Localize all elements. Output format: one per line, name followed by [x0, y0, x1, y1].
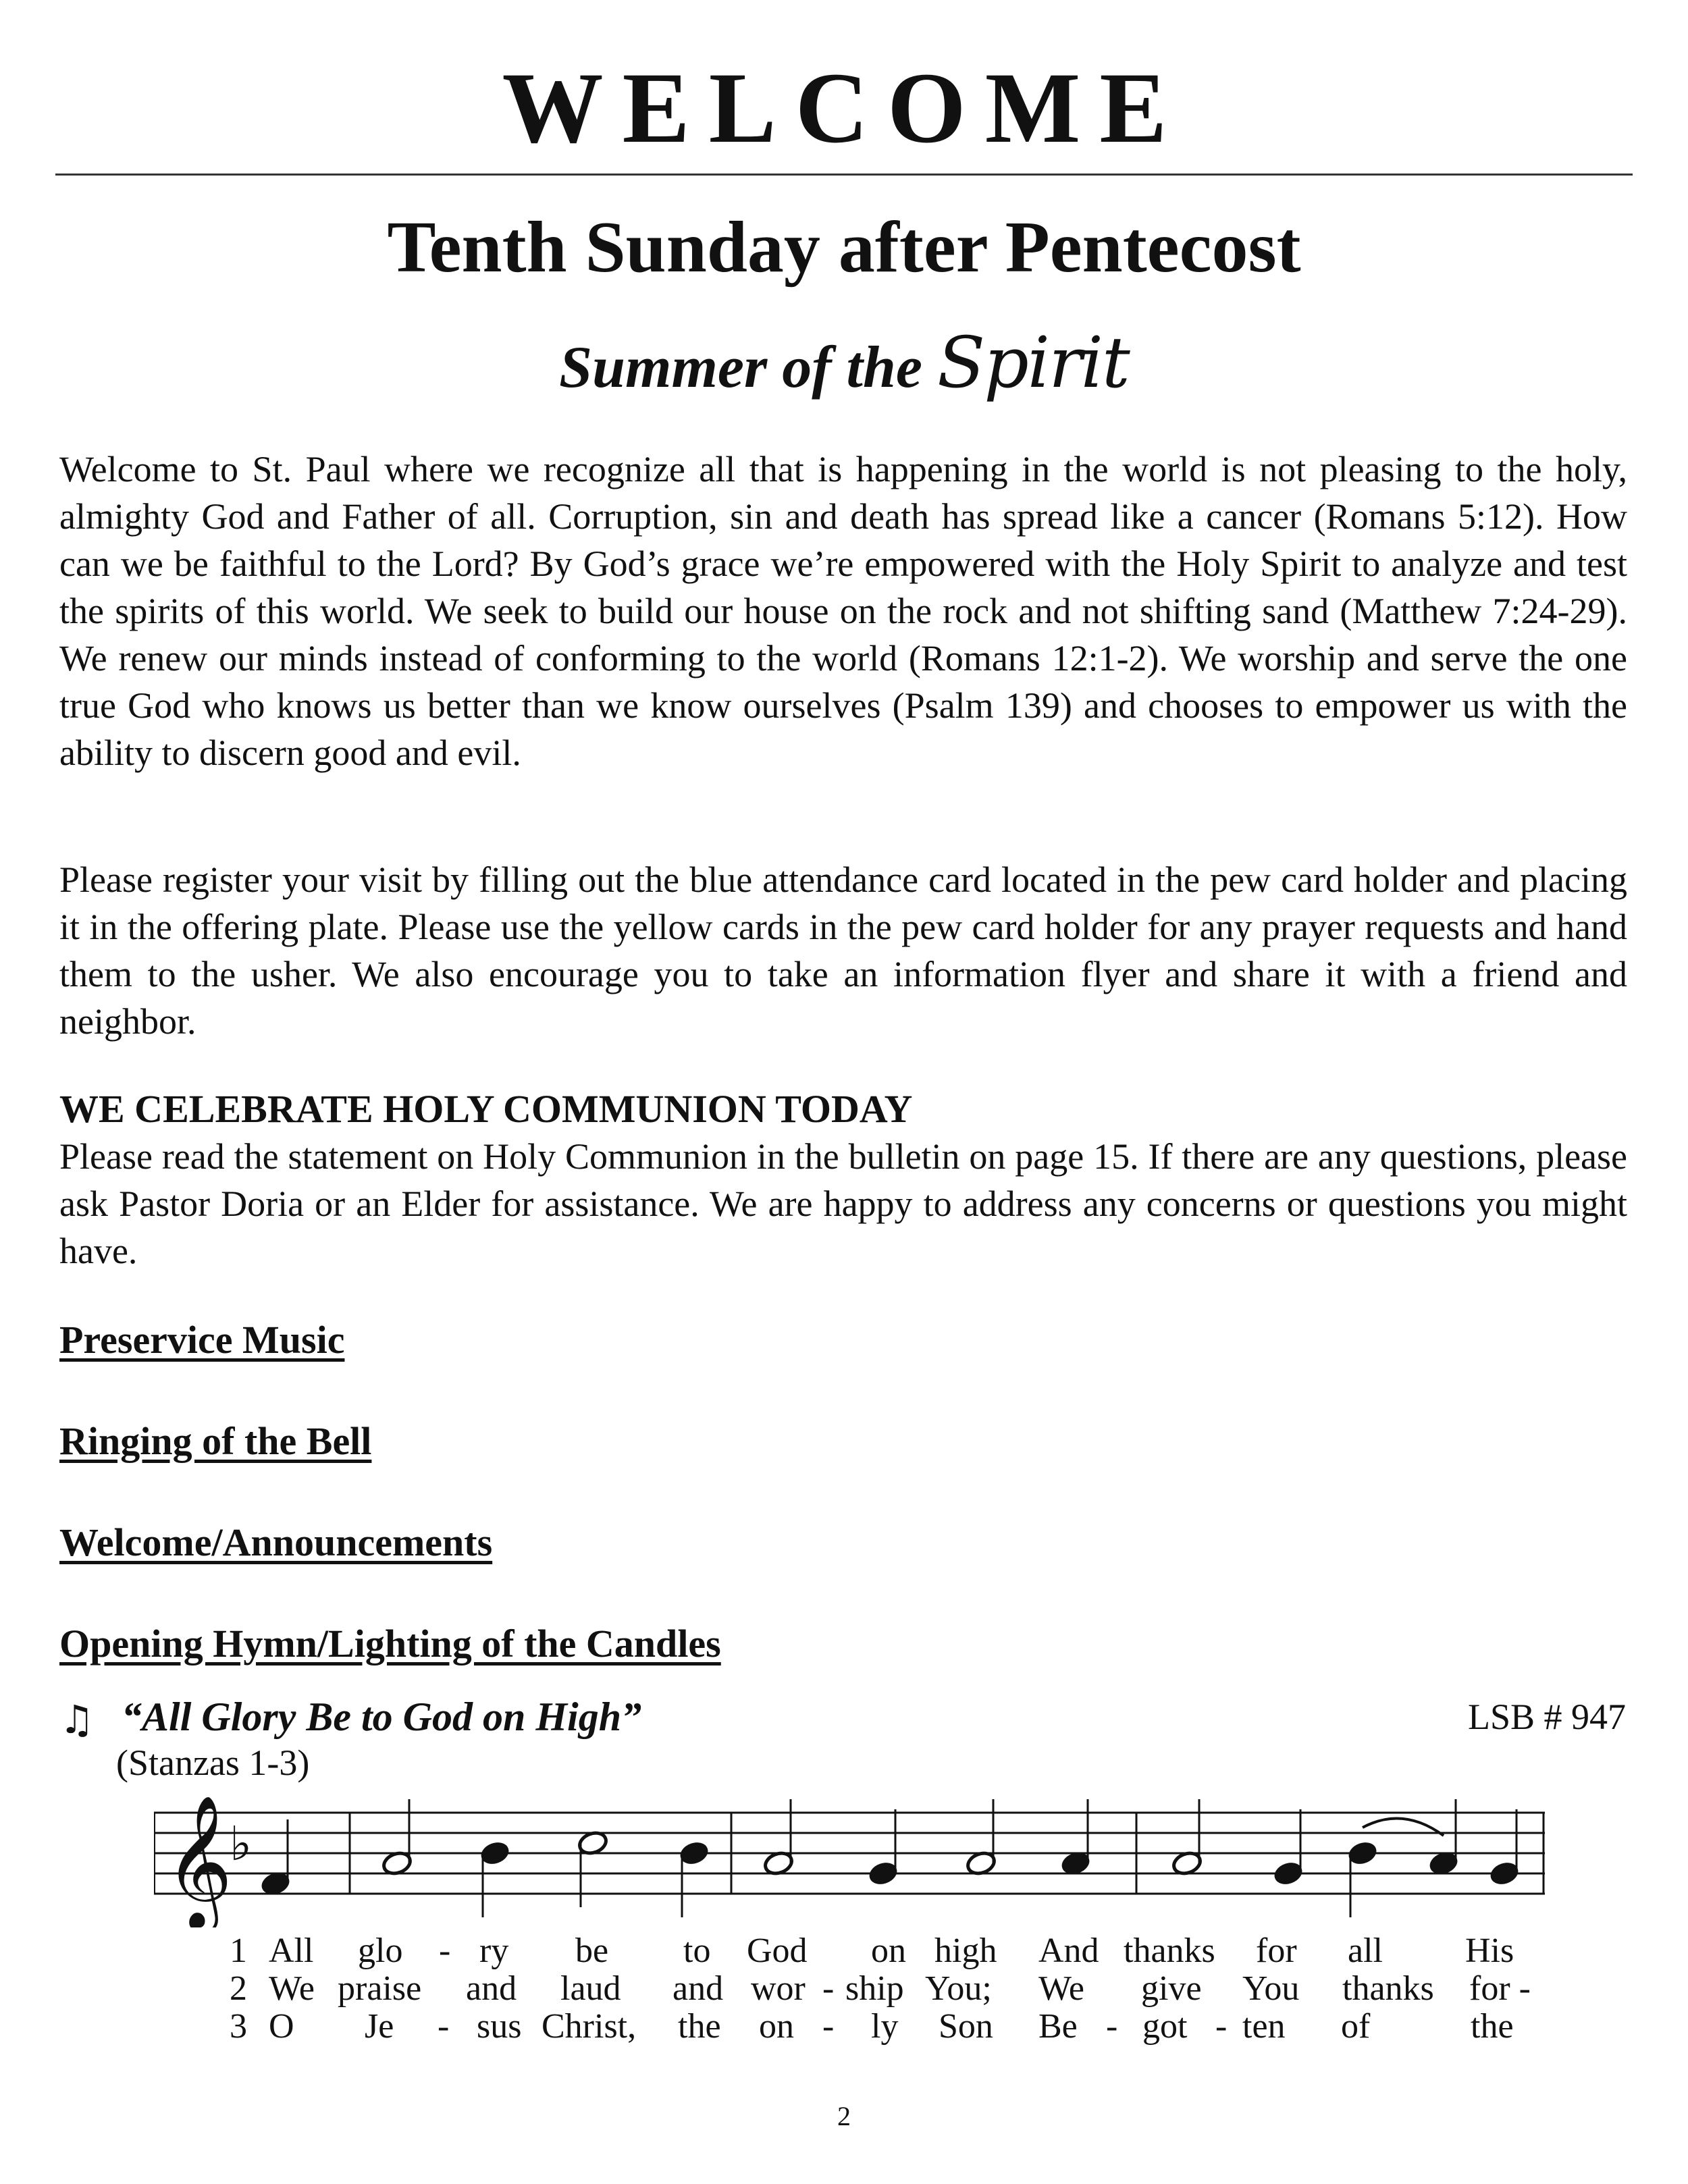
- lyric-syllable: ly: [871, 2007, 899, 2046]
- lyric-syllable: laud: [560, 1969, 621, 2008]
- hymn-stanzas: (Stanzas 1-3): [116, 1742, 310, 1783]
- section-opening-hymn: Opening Hymn/Lighting of the Candles: [59, 1622, 721, 1666]
- lyric-syllable: Be: [1038, 2007, 1078, 2046]
- lyric-syllable: and: [672, 1969, 724, 2008]
- treble-clef-icon: 𝄞: [165, 1794, 233, 1927]
- lyric-syllable: on: [871, 1932, 906, 1970]
- lyric-syllable: -: [439, 1932, 451, 1970]
- section-welcome-announcements: Welcome/Announcements: [59, 1520, 493, 1564]
- flat-sign-icon: ♭: [230, 1816, 253, 1871]
- lyric-syllable: 1: [230, 1932, 247, 1970]
- page-number: 2: [837, 2101, 851, 2131]
- page-title: WELCOME: [502, 52, 1186, 164]
- lyric-syllable: all: [1348, 1932, 1383, 1970]
- lyric-syllable: of: [1341, 2007, 1371, 2046]
- register-paragraph: Please register your visit by filling out the blue attendance card located in the pew card holder and placing it in the offering plate. Please use the yellow cards in the pew card holder for any prayer requests and hand them to the usher. We also encourage you to take an information flyer and share it with a friend and neighbor.: [59, 859, 1627, 1042]
- lyric-line-2: [230, 1970, 1566, 2008]
- lyric-syllable: All: [269, 1932, 314, 1970]
- lyric-syllable: ry: [479, 1932, 509, 1970]
- lyric-syllable: Christ,: [542, 2007, 637, 2046]
- lyric-syllable: wor: [751, 1969, 806, 2008]
- lyric-syllable: praise: [338, 1969, 422, 2008]
- lyric-syllable: -: [822, 1969, 835, 2008]
- lyric-syllable: thanks: [1342, 1969, 1434, 2008]
- theme-line: [0, 321, 1688, 404]
- lyric-syllable: His: [1465, 1932, 1514, 1970]
- hymn-number: LSB # 947: [1467, 1697, 1626, 1737]
- lyric-syllable: And: [1038, 1932, 1099, 1970]
- lyric-syllable: 2: [230, 1969, 247, 2008]
- section-ringing-of-the-bell: Ringing of the Bell: [59, 1419, 372, 1463]
- section-preservice-music: Preservice Music: [59, 1318, 345, 1362]
- lyric-syllable: We: [1038, 1969, 1084, 2008]
- lyric-syllable: You;: [925, 1969, 992, 2008]
- lyric-syllable: -: [1106, 2007, 1118, 2046]
- lyric-syllable: ten: [1242, 2007, 1286, 2046]
- service-subtitle: Tenth Sunday after Pentecost: [387, 207, 1301, 288]
- lyric-line-3: [230, 2008, 1566, 2046]
- title-divider: [55, 174, 1633, 176]
- lyric-syllable: Je: [365, 2007, 394, 2046]
- lyric-syllable: You: [1242, 1969, 1300, 2008]
- lyric-syllable: the: [1471, 2007, 1514, 2046]
- lyric-syllable: O: [269, 2007, 294, 2046]
- communion-heading: WE CELEBRATE HOLY COMMUNION TODAY: [59, 1087, 913, 1131]
- music-staff: [154, 1786, 1558, 1927]
- lyric-syllable: 3: [230, 2007, 247, 2046]
- lyric-syllable: high: [934, 1932, 997, 1970]
- lyric-syllable: glo: [358, 1932, 403, 1970]
- lyric-syllable: for -: [1469, 1969, 1531, 2008]
- lyric-syllable: give: [1141, 1969, 1202, 2008]
- lyric-syllable: thanks: [1124, 1932, 1215, 1970]
- hymn-row: [59, 1693, 1626, 1740]
- lyric-syllable: to: [683, 1932, 711, 1970]
- lyric-syllable: for: [1256, 1932, 1297, 1970]
- theme-word: Spirit: [937, 321, 1129, 404]
- lyric-syllable: God: [747, 1932, 808, 1970]
- lyric-syllable: sus: [477, 2007, 522, 2046]
- lyric-syllable: and: [466, 1969, 517, 2008]
- lyric-line-1: [230, 1932, 1566, 1970]
- lyric-syllable: got: [1142, 2007, 1188, 2046]
- hymn-title: “All Glory Be to God on High”: [122, 1695, 642, 1739]
- theme-prefix: Summer of the: [559, 335, 922, 400]
- communion-paragraph: Please read the statement on Holy Communion in the bulletin on page 15. If there are any questions, please ask Pastor Doria or an Elder for assistance. We are happy to address any concerns or questions you might have.: [59, 1136, 1627, 1271]
- lyric-syllable: ship: [845, 1969, 904, 2008]
- music-note-icon: ♫: [59, 1697, 95, 1742]
- hymn-lyrics: [230, 1932, 1566, 2046]
- lyric-syllable: be: [575, 1932, 609, 1970]
- lyric-syllable: on: [759, 2007, 794, 2046]
- welcome-paragraph: Welcome to St. Paul where we recognize all that is happening in the world is not pleasing to the holy, almighty God and Father of all. Corruption, sin and death has spread like a cancer (Romans 5:12). How can we be faithful to the Lord? By God’s grace we’re empowered with the Holy Spirit to analyze and test the spirits of this world. We seek to build our house on the rock and not shifting sand (Matthew 7:24-29). We renew our minds instead of conforming to the world (Romans 12:1-2). We worship and serve the one true God who knows us better than we know ourselves (Psalm 139) and chooses to empower us with the ability to discern good and evil.: [59, 449, 1627, 773]
- lyric-syllable: -: [822, 2007, 835, 2046]
- lyric-syllable: We: [269, 1969, 315, 2008]
- lyric-syllable: the: [678, 2007, 721, 2046]
- lyric-syllable: -: [1215, 2007, 1228, 2046]
- lyric-syllable: -: [438, 2007, 450, 2046]
- lyric-syllable: Son: [939, 2007, 993, 2046]
